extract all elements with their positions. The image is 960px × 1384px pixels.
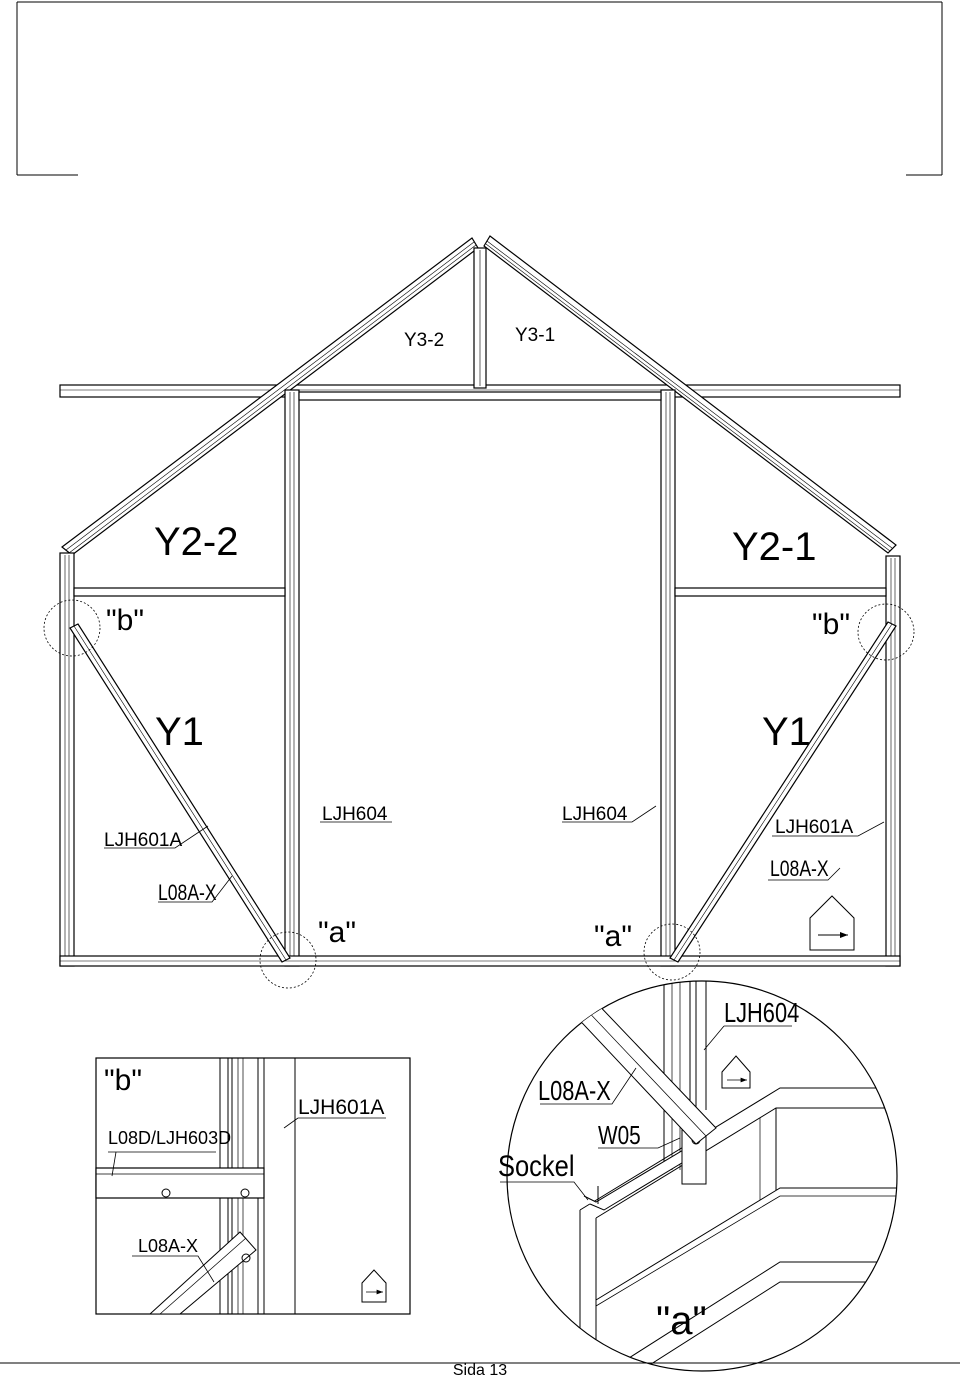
label-ljh601a-right: LJH601A (775, 817, 854, 838)
detail-a-label-l08ax: L08A-X (538, 1075, 611, 1107)
label-y1-right: Y1 (762, 710, 811, 754)
label-y2-2: Y2-2 (154, 520, 239, 564)
label-y3-2: Y3-2 (404, 330, 445, 351)
label-ljh604-right: LJH604 (562, 804, 628, 825)
label-y2-1: Y2-1 (732, 525, 817, 569)
label-a-right: "a" (594, 920, 632, 953)
detail-b-title: "b" (104, 1064, 142, 1097)
detail-a-label-sockel: Sockel (498, 1149, 575, 1183)
label-y1-left: Y1 (155, 710, 204, 754)
detail-b-label-l08ax: L08A-X (138, 1236, 199, 1256)
page-frame (0, 2, 960, 1363)
detail-a-label-ljh604: LJH604 (723, 997, 800, 1029)
label-a-left: "a" (318, 916, 356, 949)
page-number: Sida 13 (452, 1362, 508, 1379)
label-y3-1: Y3-1 (515, 325, 556, 346)
label-ljh604-left: LJH604 (322, 804, 388, 825)
detail-b-label-l08d: L08D/LJH603D (108, 1128, 232, 1148)
label-b-left: "b" (106, 604, 144, 637)
label-l08ax-right: L08A-X (770, 857, 829, 882)
label-ljh601a-left: LJH601A (104, 830, 183, 851)
detail-a-label-w05: W05 (598, 1120, 641, 1150)
label-b-right: "b" (812, 608, 850, 641)
house-direction-icon (810, 896, 854, 950)
detail-a-title: "a" (656, 1299, 707, 1343)
detail-b-label-ljh601a: LJH601A (298, 1096, 385, 1119)
label-l08ax-left: L08A-X (158, 881, 217, 906)
